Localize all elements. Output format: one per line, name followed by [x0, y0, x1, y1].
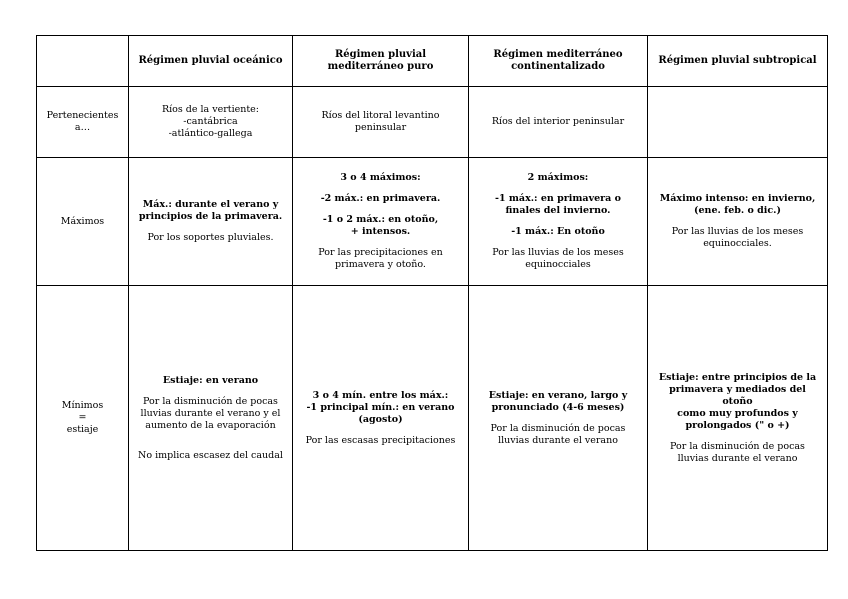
cell-line: Ríos del interior peninsular [491, 116, 625, 127]
cell-maximos-continentalizado [469, 158, 648, 286]
cell-line: -cantábrica [183, 116, 238, 127]
cell-line: Por las escasas precipitaciones [305, 434, 456, 446]
cell-minimos-oceanico [129, 286, 293, 551]
cell-line: (agosto) [358, 413, 403, 425]
cell-line: Por los soportes pluviales. [147, 232, 274, 243]
cell-line: Ríos de la vertiente: [161, 104, 260, 115]
cell-maximos-subtropical [648, 158, 828, 286]
cell-line: Por la disminución de pocas [670, 440, 805, 452]
row-label-line: a… [74, 122, 91, 133]
cell-minimos-mediterraneo-puro [293, 286, 469, 551]
cell-line: (ene. feb. o dic.) [694, 205, 781, 216]
cell-line: como muy profundos y [677, 407, 798, 419]
row-minimos [37, 286, 828, 551]
cell-line: Por la disminución de pocas [143, 395, 278, 407]
cell-line: peninsular [354, 122, 407, 133]
row-label-minimos [37, 286, 129, 551]
header-mediterraneo-puro-line1: Régimen pluvial [334, 49, 427, 60]
cell-minimos-continentalizado [469, 286, 648, 551]
cell-line: 2 máximos: [527, 172, 589, 183]
cell-pertenecientes-continentalizado [469, 87, 648, 158]
row-label-line: Mínimos [61, 400, 104, 411]
cell-line: principios de la primavera. [138, 211, 283, 222]
cell-line: 3 o 4 máximos: [340, 172, 421, 183]
header-continentalizado-line2: continentalizado [511, 61, 605, 72]
cell-line: primavera y mediados del otoño [669, 383, 806, 407]
regimen-table [36, 35, 828, 551]
cell-maximos-mediterraneo-puro [293, 158, 469, 286]
cell-line: Estiaje: en verano [162, 374, 259, 386]
row-label-line: estiaje [66, 424, 99, 435]
row-label-line: = [78, 412, 87, 423]
header-continentalizado [469, 36, 648, 87]
header-oceanico: Régimen pluvial oceánico [129, 36, 293, 87]
header-continentalizado-line1: Régimen mediterráneo [493, 49, 623, 60]
cell-line: -2 máx.: en primavera. [320, 193, 441, 204]
cell-line: Máx.: durante el verano y [142, 199, 279, 210]
cell-line: -1 o 2 máx.: en otoño, [322, 214, 439, 225]
cell-line: -1 máx.: en primavera o [495, 193, 621, 204]
cell-line: -atlántico-gallega [168, 128, 253, 139]
cell-line: equinocciales. [703, 238, 772, 249]
cell-line: Ríos del litoral levantino [321, 110, 440, 121]
header-mediterraneo-puro [293, 36, 469, 87]
header-subtropical: Régimen pluvial subtropical [648, 36, 828, 87]
cell-line: Estiaje: en verano, largo y [488, 389, 628, 401]
cell-line: finales del invierno. [505, 205, 611, 216]
cell-line: Por las lluvias de los meses [671, 226, 804, 237]
cell-pertenecientes-subtropical [648, 87, 828, 158]
cell-line: Máximo intenso: en invierno, [659, 193, 816, 204]
cell-minimos-subtropical [648, 286, 828, 551]
cell-line: Estiaje: entre principios de la [658, 371, 817, 383]
cell-line: No implica escasez del caudal [138, 449, 283, 461]
cell-line: lluvias durante el verano [677, 452, 798, 464]
header-empty [37, 36, 129, 87]
cell-maximos-oceanico [129, 158, 293, 286]
cell-line: Por las lluvias de los meses [492, 247, 624, 258]
cell-line: + intensos. [350, 226, 411, 237]
cell-line: -1 máx.: En otoño [511, 226, 605, 237]
cell-line: aumento de la evaporación [145, 419, 276, 431]
row-label-line: Pertenecientes [46, 110, 119, 121]
cell-line: lluvias durante el verano [498, 434, 618, 446]
cell-line: primavera y otoño. [335, 259, 426, 270]
row-label-pertenecientes [37, 87, 129, 158]
row-pertenecientes [37, 87, 828, 158]
cell-line: -1 principal mín.: en verano [306, 401, 455, 413]
cell-pertenecientes-mediterraneo-puro [293, 87, 469, 158]
row-maximos [37, 158, 828, 286]
header-row [37, 36, 828, 87]
cell-line: Por las precipitaciones en [318, 247, 443, 258]
cell-line: Por la disminución de pocas [490, 422, 626, 434]
cell-line: prolongados (" o +) [685, 419, 790, 431]
cell-pertenecientes-oceanico [129, 87, 293, 158]
cell-line: equinocciales [525, 259, 591, 270]
cell-line: 3 o 4 mín. entre los máx.: [312, 389, 449, 401]
header-mediterraneo-puro-line2: mediterráneo puro [327, 61, 434, 72]
cell-line: lluvias durante el verano y el [140, 407, 281, 419]
row-label-maximos: Máximos [37, 158, 129, 286]
cell-line: pronunciado (4-6 meses) [491, 401, 625, 413]
